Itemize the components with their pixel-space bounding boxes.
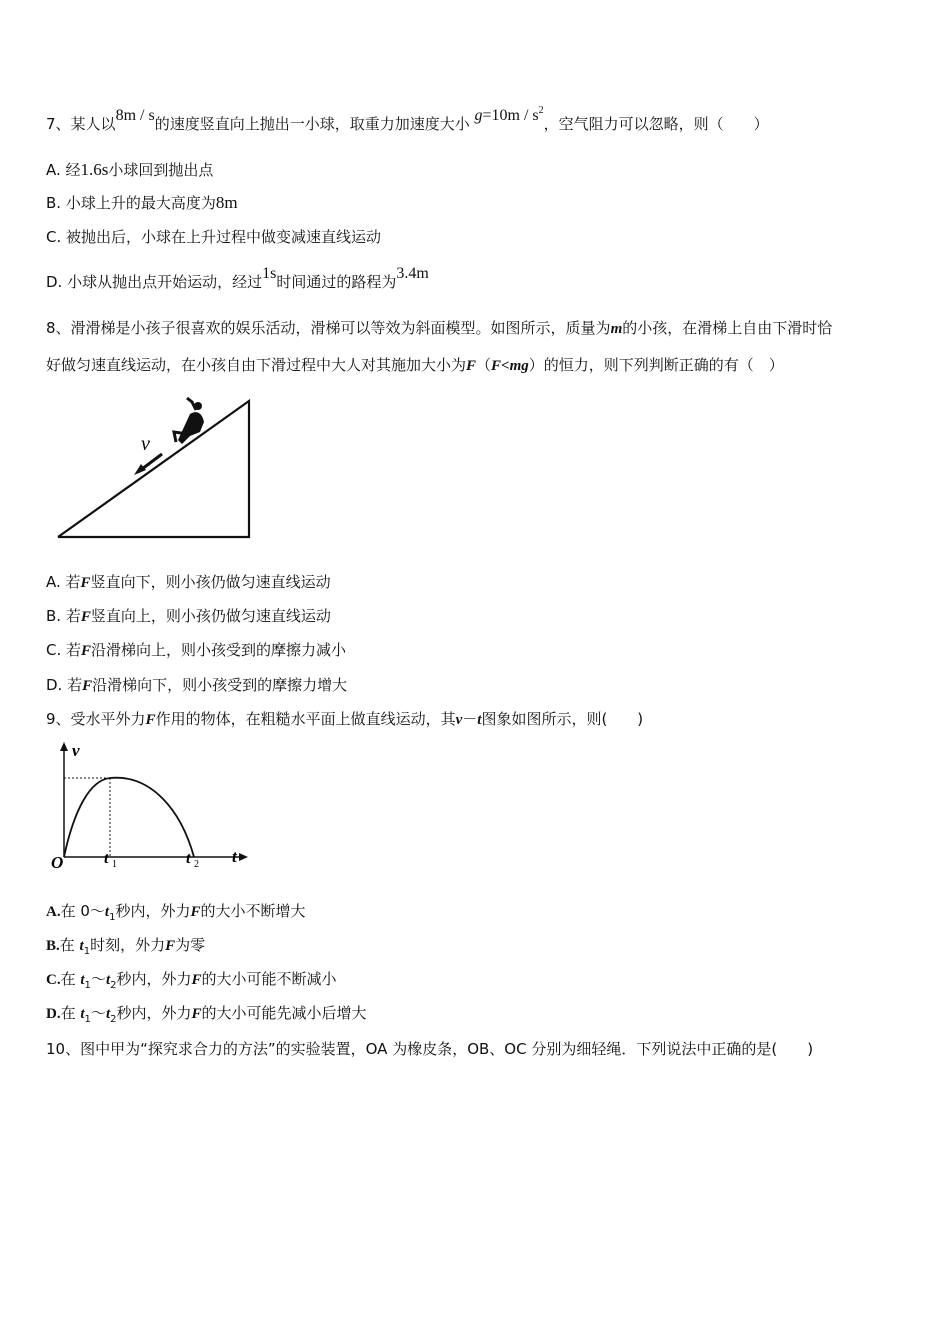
t2-subscript: 2 xyxy=(194,859,199,870)
t1-subscript: 1 xyxy=(112,859,117,870)
velocity-label: v xyxy=(141,433,150,455)
q8-option-d: D. 若F沿滑梯向下，则小孩受到的摩擦力增大 xyxy=(46,676,348,694)
q9-option-a: A.在 $0\sim t_1$秒内，外力F的大小不断增大 xyxy=(46,902,306,923)
t-axis-label: t xyxy=(232,847,237,866)
slide-incline xyxy=(58,401,249,537)
q9-option-d: D.在 $t_1\sim t_2$秒内，外力F的大小可能先减小后增大 xyxy=(46,1004,367,1025)
q7-stem: 7、某人以8m / s的速度竖直向上抛出一小球，取重力加速度大小 $g=10m / s^2$，空气阻力可以忽略，则（ ） xyxy=(46,105,769,133)
q8-stem-line1: 8、滑滑梯是小孩子很喜欢的娱乐活动，滑梯可以等效为斜面模型。如图所示，质量为m的小孩，在滑梯上自由下滑时恰 xyxy=(46,319,833,337)
vt-graph xyxy=(46,740,256,875)
q8-option-c: C. 若F沿滑梯向上，则小孩受到的摩擦力减小 xyxy=(46,641,347,659)
q9-option-b: B.在 $t_1$时刻，外力F为零 xyxy=(46,936,206,957)
q7-option-d: D. 小球从抛出点开始运动，经过1s时间通过的路程为3.4m xyxy=(46,265,429,291)
v-axis-label: v xyxy=(72,741,80,760)
t2-label: t xyxy=(186,850,191,867)
q7-option-a: A. 经1.6s小球回到抛出点 xyxy=(46,160,214,179)
slide-figure xyxy=(50,392,260,542)
v-axis-arrow xyxy=(60,742,68,751)
q7-speed: 8m / s xyxy=(115,107,155,124)
q9-option-c: C.在 $t_1\sim t_2$秒内，外力F的大小可能不断减小 xyxy=(46,970,337,991)
t-axis-arrow xyxy=(239,853,248,861)
velocity-curve xyxy=(64,778,194,857)
q7-option-b: B. 小球上升的最大高度为8m xyxy=(46,193,238,212)
t1-label: t xyxy=(104,850,109,867)
origin-label: O xyxy=(51,853,64,872)
q7-option-c: C. 被抛出后，小球在上升过程中做变减速直线运动 xyxy=(46,228,382,246)
q8-option-b: B. 若F竖直向上，则小孩仍做匀速直线运动 xyxy=(46,607,331,625)
q10-stem: 10、图中甲为“探究求合力的方法”的实验装置，OA 为橡皮条，OB、OC 分别为细轻绳．下列说法中正确的是( ) xyxy=(46,1040,814,1058)
q8-option-a: A. 若F竖直向下，则小孩仍做匀速直线运动 xyxy=(46,573,331,591)
q9-stem: 9、受水平外力F作用的物体，在粗糙水平面上做直线运动，其v－t图象如图所示，则( ) xyxy=(46,710,644,728)
q8-stem-line2: 好做匀速直线运动，在小孩自由下滑过程中大人对其施加大小为F（F<mg）的恒力，则下列判断正确的有（ ） xyxy=(46,356,784,374)
